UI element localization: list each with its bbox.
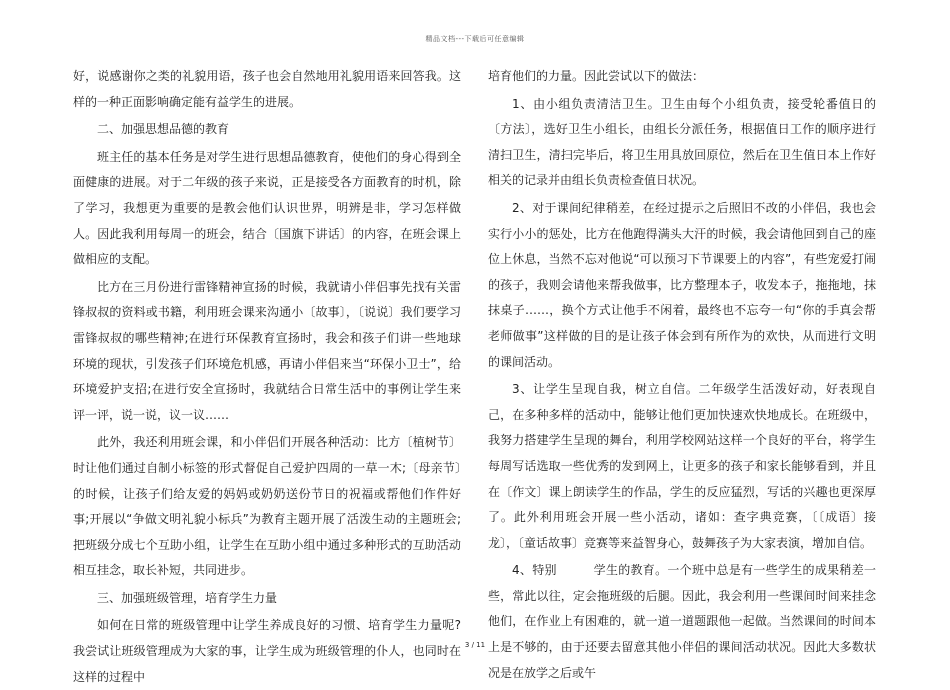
- paragraph: 好，说感谢你之类的礼貌用语，孩子也会自然地用礼貌用语来回答我。这样的一种正面影响确定能有益学生的进展。: [73, 69, 461, 109]
- paragraph: 比方在三月份进行雷锋精神宣扬的时候，我就请小伴侣事先找有关雷锋叔叔的资料或书籍，利用班会课来沟通小〔故事〕，〔说说〕我们要学习雷锋叔叔的哪些精神;在进行环保教育宣扬时，我会和孩子们讲一些地球环境的现状，引发孩子们环境危机感，再请小伴侣来当“环保小卫士”，给环境爱护支招;在进行安全宣扬时，我就结合日常生活中的事例让学生来评一评，说一说，议一议……: [73, 279, 461, 422]
- section-heading: 二、加强思想品德的教育: [97, 122, 230, 137]
- paragraph: 3、让学生呈现自我，树立自信。二年级学生活泼好动，好表现自己，在多种多样的活动中，能够让他们更加快速欢快地成长。在班级中，我努力搭建学生呈现的舞台，利用学校网站这样一个良好的平台，将学生每周写话选取一些优秀的发到网上，让更多的孩子和家长能够看到，并且在〔作文〕课上朗读学生的作品，学生的反应猛烈，写话的兴趣也更深厚了。此外利用班会开展一些小活动，诸如：查字典竞赛，〔〔成语〕接龙〕，〔童话故事〕竞赛等来益智身心，鼓舞孩子为大家表演，增加自信。: [488, 382, 876, 550]
- paragraph: 班主任的基本任务是对学生进行思想品德教育，使他们的身心得到全面健康的进展。对于二年级的孩子来说，正是接受各方面教育的时机，除了学习，我想更为重要的是教会他们认识世界，明辨是非，学习怎样做人。因此我利用每周一的班会，结合〔国旗下讲话〕的内容，在班会课上做相应的支配。: [73, 149, 461, 267]
- page-header: 精品文档---下载后可任意编辑: [425, 35, 525, 43]
- paragraph: 如何在日常的班级管理中让学生养成良好的习惯、培育学生力量呢?我尝试让班级管理成为大家的事，让学生成为班级管理的仆人，也同时在这样的过程中: [73, 618, 461, 684]
- right-column: [488, 64, 876, 686]
- section-heading: 三、加强班级管理，培育学生力量: [97, 590, 278, 605]
- paragraph: 2、对于课间纪律稍差，在经过提示之后照旧不改的小伴侣，我也会实行小小的惩处，比方在他跑得满头大汗的时候，我会请他回到自己的座位上休息，当然不忘对他说“可以预习下节课要上的内容”，有些宠爱打闹的孩子，我则会请他来帮我做事，比方整理本子，收发本子，拖拖地，抹抹桌子……，换个方式让他手不闲着，最终也不忘夸一句“你的手真会帮老师做事”这样做的目的是让孩子体会到有所作为的欢快，从而进行文明的课间活动。: [488, 200, 876, 369]
- page-number: 3 / 11: [464, 641, 486, 649]
- left-column: [73, 64, 461, 690]
- paragraph: 4、特别 学生的教育。一个班中总是有一些学生的成果稍差一些，常此以往，定会拖班级的后腿。因此，我会利用一些课间时间来挂念他们，在作业上有困难的，就一道一道题跟他一起做。当然课间的时间本上是不够的，由于还要去留意其他小伴侣的课间活动状况。因此大多数状况是在放学之后或午: [488, 563, 876, 680]
- paragraph: 此外，我还利用班会课，和小伴侣们开展各种活动：比方〔植树节〕时让他们通过自制小标签的形式督促自己爱护四周的一草一木;〔母亲节〕的时候，让孩子们给友爱的妈妈或奶奶送份节日的祝福或帮他们作件好事;开展以“争做文明礼貌小标兵”为教育主题开展了活泼生动的主题班会;把班级分成七个互助小组，让学生在互助小组中通过多种形式的互助活动相互挂念，取长补短，共同进步。: [73, 435, 461, 578]
- paragraph: 1、由小组负责清洁卫生。卫生由每个小组负责，接受轮番值日的〔方法〕，选好卫生小组长，由组长分派任务，根据值日工作的顺序进行清扫卫生，清扫完毕后，将卫生用具放回原位，然后在卫生值日本上作好相关的记录并由组长负责检查值日状况。: [488, 96, 876, 188]
- paragraph: 培育他们的力量。因此尝试以下的做法：: [488, 69, 705, 83]
